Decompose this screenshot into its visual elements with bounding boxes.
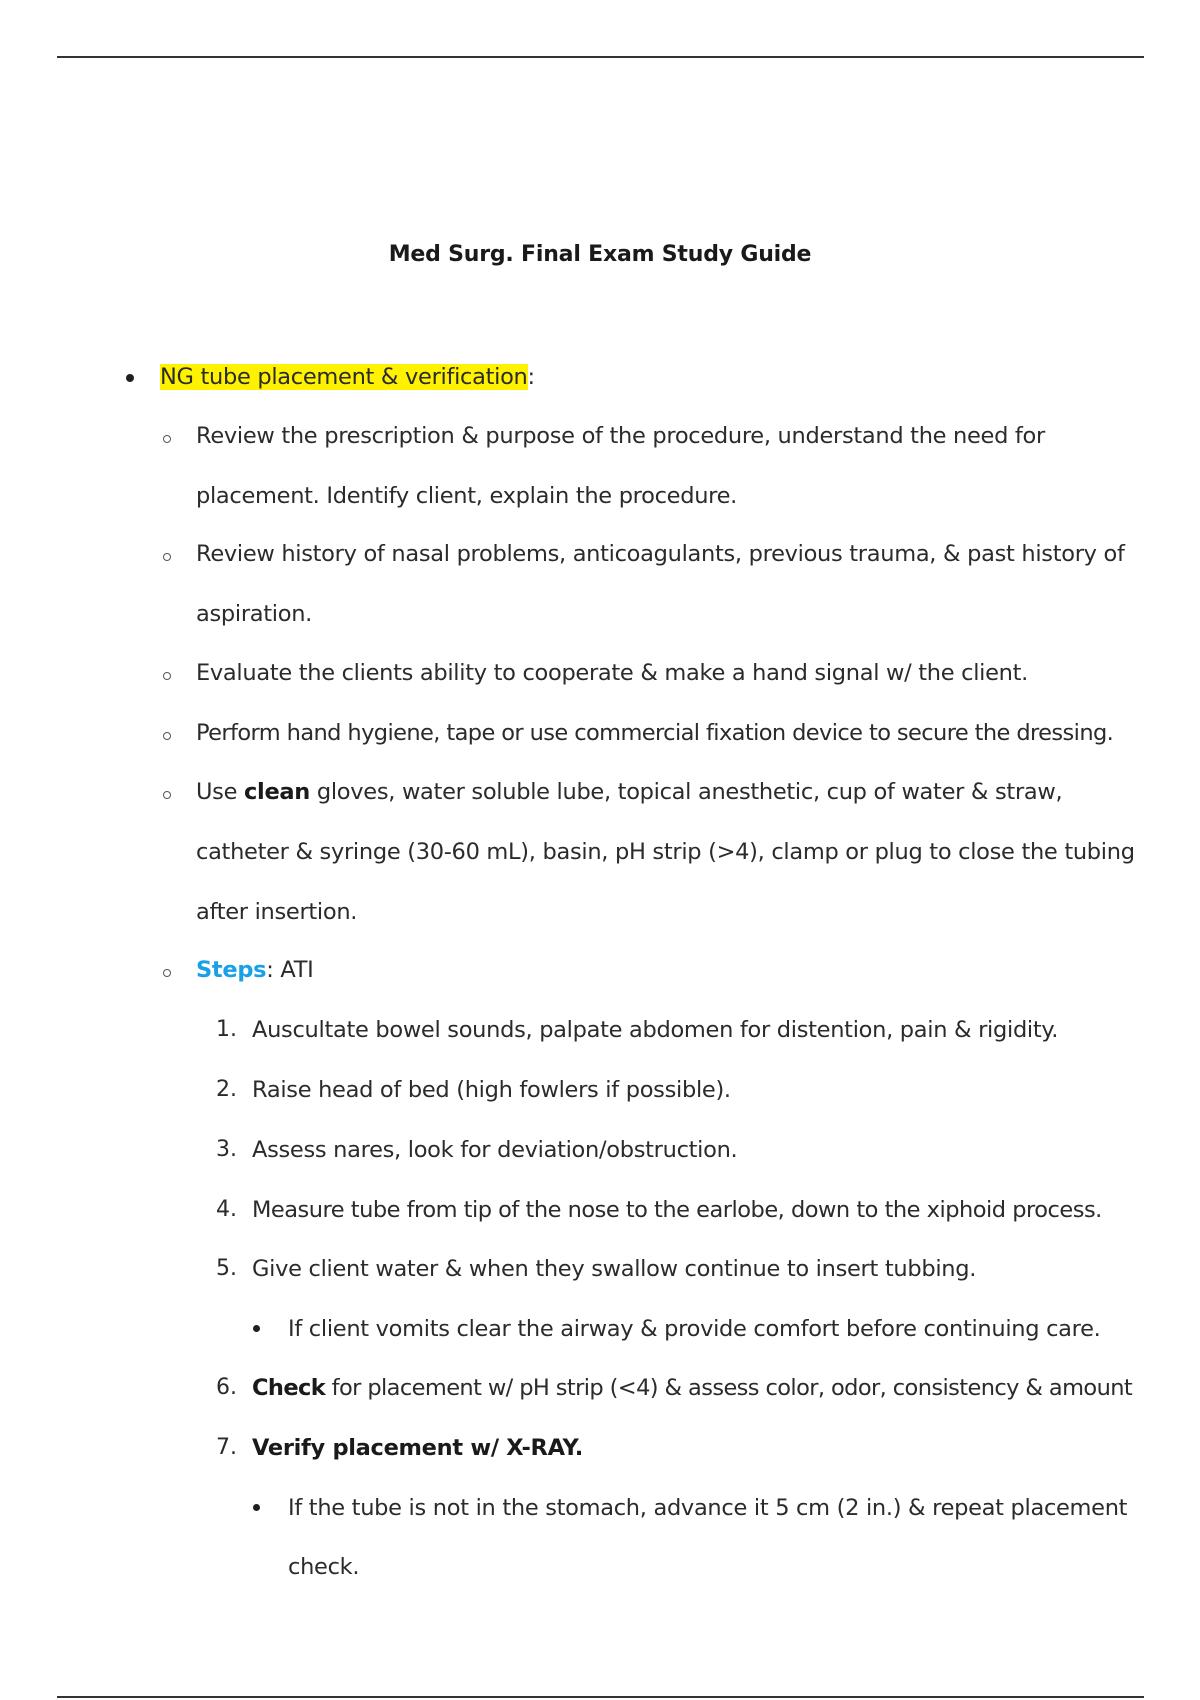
text-run: Use [196, 779, 244, 805]
step-text: Assess nares, look for deviation/obstruction. [252, 1137, 738, 1163]
list-item-line: Review history of nasal problems, anticoagulants, previous trauma, & past history of [196, 541, 1125, 567]
list-item-line: Review the prescription & purpose of the procedure, understand the need for [196, 423, 1045, 449]
sub-bullet-text: If the tube is not in the stomach, advance it 5 cm (2 in.) & repeat placement [288, 1495, 1128, 1521]
bold-text: Verify placement w/ X-RAY. [252, 1435, 584, 1461]
list-item-line: placement. Identify client, explain the procedure. [196, 483, 738, 509]
bullet-circle [163, 553, 171, 561]
step-text: Give client water & when they swallow continue to insert tubbing. [252, 1256, 977, 1282]
steps-heading [196, 955, 314, 985]
section-heading [160, 362, 535, 392]
steps-label-tail: : ATI [266, 957, 314, 983]
sub-bullet-text: If client vomits clear the airway & provide comfort before continuing care. [288, 1316, 1101, 1342]
bold-text: clean [244, 779, 311, 805]
list-item-line: after insertion. [196, 899, 358, 925]
document-title: Med Surg. Final Exam Study Guide [388, 242, 812, 267]
text-run: gloves, water soluble lube, topical anesthetic, cup of water & straw, [310, 779, 1063, 805]
step-number: 2. [216, 1077, 237, 1102]
step-number: 4. [216, 1197, 237, 1222]
list-item-line: Perform hand hygiene, tape or use commercial fixation device to secure the dressing. [196, 720, 1114, 746]
step-text: Measure tube from tip of the nose to the earlobe, down to the xiphoid process. [252, 1197, 1102, 1223]
highlighted-heading: NG tube placement & verification [160, 364, 528, 390]
bullet-circle [163, 969, 171, 977]
list-item-line: catheter & syringe (30-60 mL), basin, pH strip (>4), clamp or plug to close the tubing [196, 839, 1135, 865]
steps-label: Steps [196, 957, 267, 983]
step-number: 3. [216, 1137, 237, 1162]
bullet-circle [163, 435, 171, 443]
step-number: 6. [216, 1375, 237, 1400]
step-text [252, 1433, 583, 1463]
bullet-circle [163, 672, 171, 680]
list-item-line: Evaluate the clients ability to cooperate & make a hand signal w/ the client. [196, 660, 1028, 686]
bullet-disc [253, 1504, 260, 1511]
header-rule [57, 56, 1144, 58]
bullet-circle [163, 732, 171, 740]
text-run: for placement w/ pH strip (<4) & assess color, odor, consistency & amount [325, 1375, 1133, 1401]
step-text [252, 1373, 1132, 1403]
bold-text: Check [252, 1375, 326, 1401]
step-number: 1. [216, 1017, 237, 1042]
sub-bullet-text: check. [288, 1554, 360, 1580]
list-item-line [196, 777, 1062, 807]
footer-rule [57, 1696, 1144, 1698]
step-number: 5. [216, 1256, 237, 1281]
heading-colon: : [527, 364, 535, 390]
step-number: 7. [216, 1435, 237, 1460]
list-item-line: aspiration. [196, 601, 313, 627]
bullet-disc [253, 1325, 260, 1332]
step-text: Raise head of bed (high fowlers if possible). [252, 1077, 731, 1103]
bullet-circle [163, 791, 171, 799]
bullet-disc [126, 374, 134, 382]
step-text: Auscultate bowel sounds, palpate abdomen for distention, pain & rigidity. [252, 1017, 1059, 1043]
